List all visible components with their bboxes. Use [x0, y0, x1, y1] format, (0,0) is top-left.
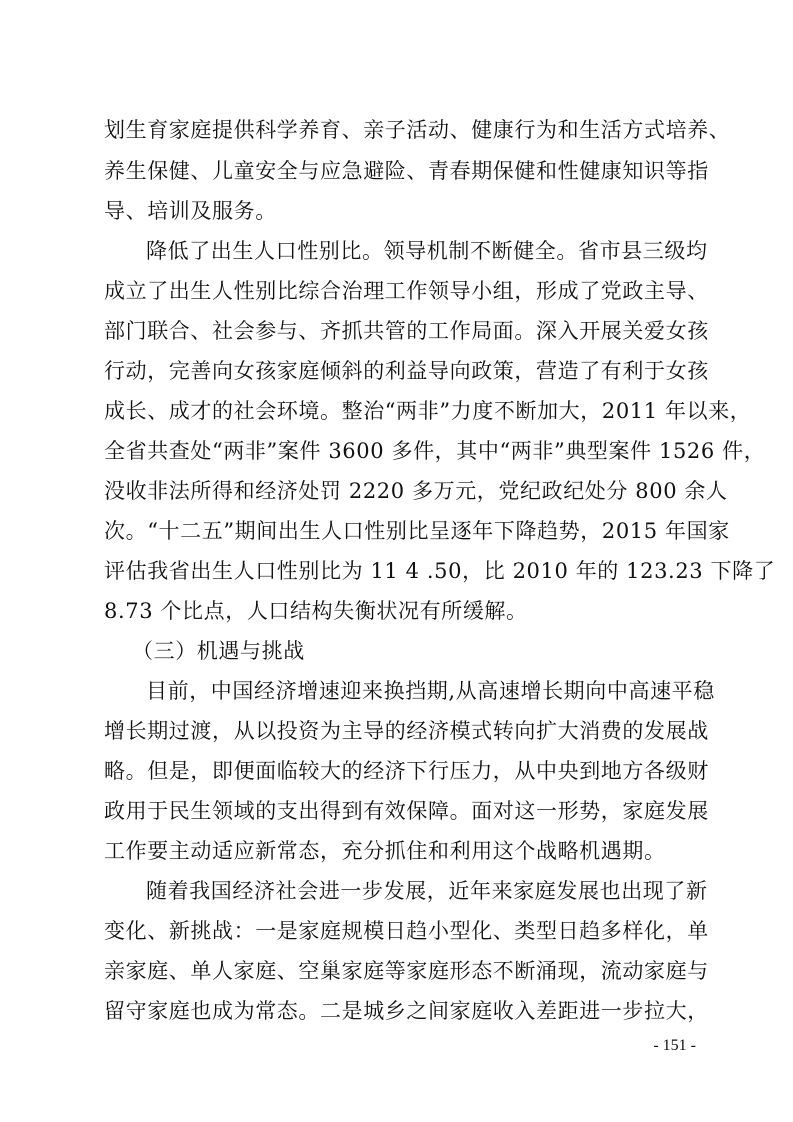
- paragraph-start-line: 目前，中国经济增速迎来换挡期,从高速增长期向中高速平稳: [146, 679, 715, 703]
- text-line: 成长、成才的社会环境。整治“两非”力度不断加大，2011 年以来，: [104, 399, 752, 423]
- text-line: 划生育家庭提供科学养育、亲子活动、健康行为和生活方式培养、: [104, 118, 731, 142]
- text-line: 工作要主动适应新常态，充分抓住和利用这个战略机遇期。: [104, 839, 666, 863]
- text-line: 略。但是，即便面临较大的经济下行压力，从中央到地方各级财: [104, 759, 709, 783]
- text-line: 养生保健、儿童安全与应急避险、青春期保健和性健康知识等指: [104, 159, 709, 183]
- text-line: 次。“十二五”期间出生人口性别比呈逐年下降趋势，2015 年国家: [104, 519, 730, 543]
- page-number: - 151 -: [653, 1037, 696, 1054]
- text-line: 导、培训及服务。: [104, 199, 277, 223]
- text-line: 全省共查处“两非”案件 3600 多件，其中“两非”典型案件 1526 件，: [104, 439, 766, 463]
- text-line: 行动，完善向女孩家庭倾斜的利益导向政策，营造了有利于女孩: [104, 359, 709, 383]
- text-line: 部门联合、社会参与、齐抓共管的工作局面。深入开展关爱女孩: [104, 319, 709, 343]
- paragraph-start-line: 降低了出生人口性别比。领导机制不断健全。省市县三级均: [146, 239, 708, 263]
- text-line: 政用于民生领域的支出得到有效保障。面对这一形势，家庭发展: [104, 799, 709, 823]
- text-line: 增长期过渡，从以投资为主导的经济模式转向扩大消费的发展战: [104, 719, 709, 743]
- text-line: 评估我省出生人口性别比为 11 4 .50，比 2010 年的 123.23 下降了: [104, 559, 776, 583]
- text-line: 亲家庭、单人家庭、空巢家庭等家庭形态不断涌现，流动家庭与: [104, 959, 709, 983]
- paragraph-start-line: 随着我国经济社会进一步发展，近年来家庭发展也出现了新: [146, 879, 708, 903]
- text-line: 没收非法所得和经济处罚 2220 多万元，党纪政纪处分 800 余人: [104, 479, 728, 503]
- text-line: 留守家庭也成为常态。二是城乡之间家庭收入差距进一步拉大，: [104, 999, 709, 1023]
- section-heading: （三）机遇与挑战: [132, 639, 305, 663]
- text-line: 8.73 个比点，人口结构失衡状况有所缓解。: [104, 599, 528, 623]
- text-line: 成立了出生人性别比综合治理工作领导小组，形成了党政主导、: [104, 279, 709, 303]
- text-line: 变化、新挑战：一是家庭规模日趋小型化、类型日趋多样化，单: [104, 919, 709, 943]
